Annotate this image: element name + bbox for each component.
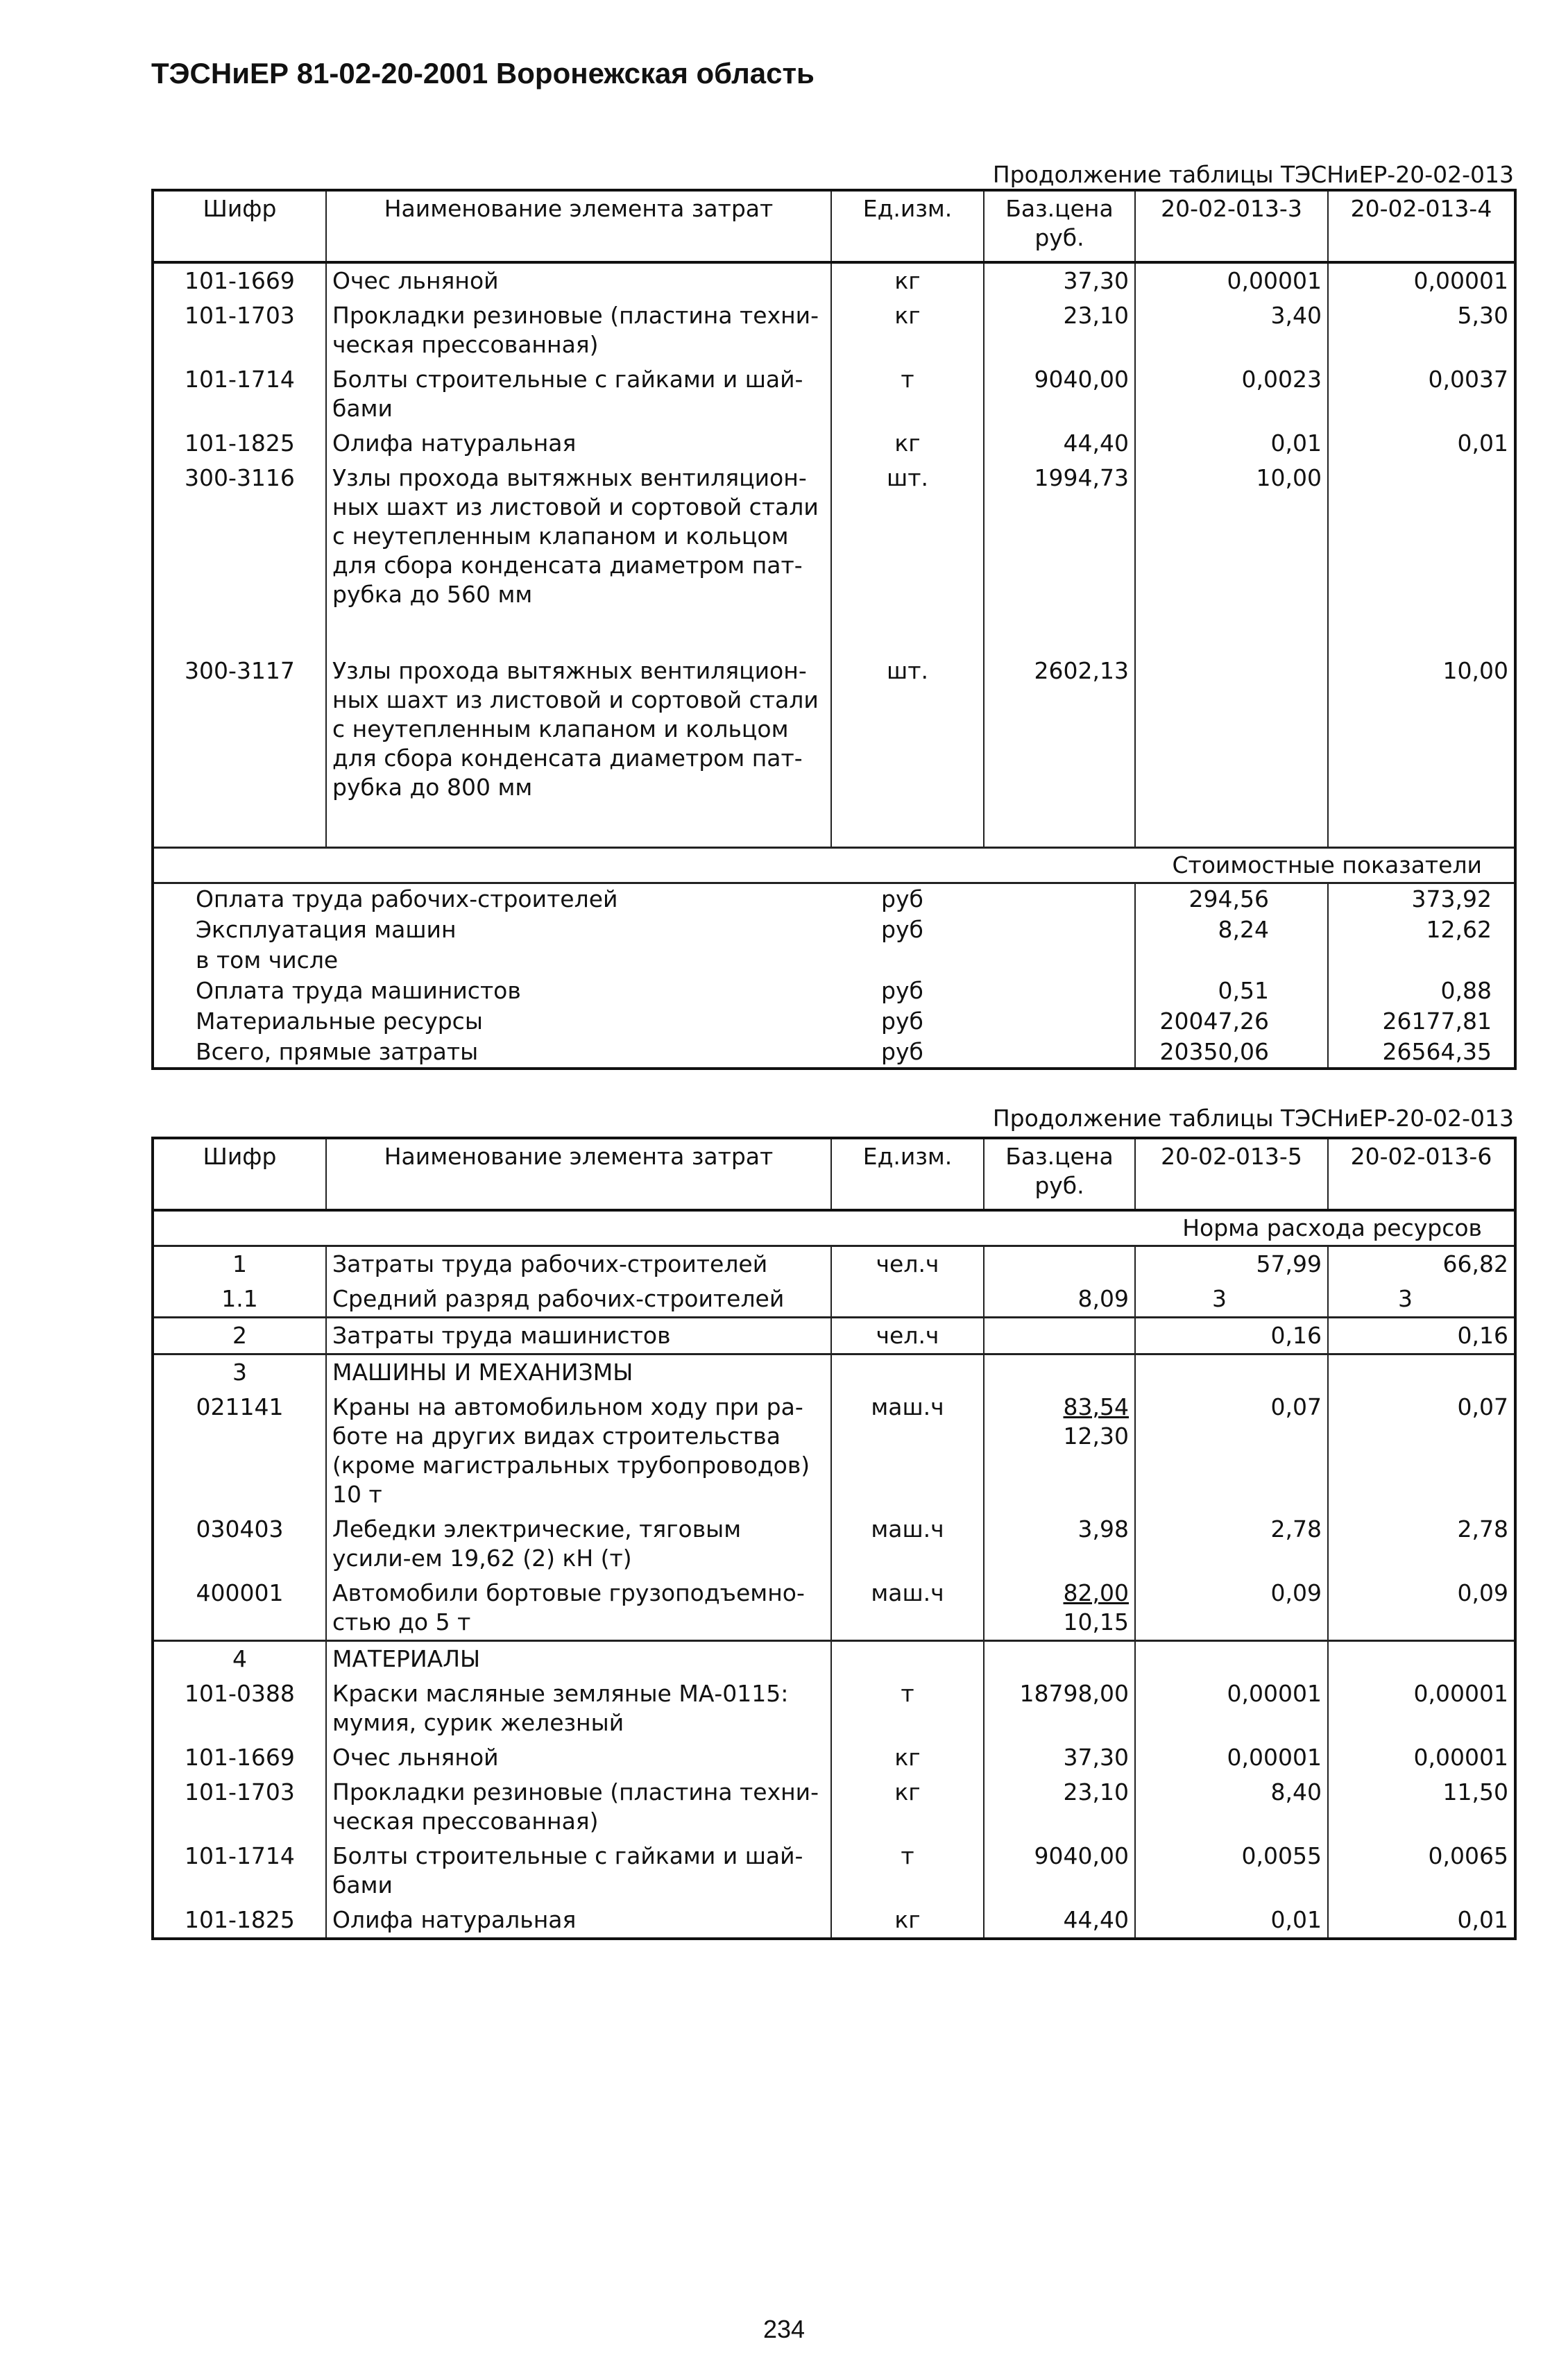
column-header: Шифр (153, 1138, 326, 1210)
table-caption: Продолжение таблицы ТЭСНиЕР-20-02-013 (992, 161, 1514, 188)
table-row (153, 1390, 1515, 1512)
unit-cell: чел.ч (831, 1246, 984, 1282)
unit-cell: кг (831, 1775, 984, 1839)
unit-cell: маш.ч (831, 1576, 984, 1641)
value-cell: 0,01 (1328, 1903, 1515, 1939)
page-title: ТЭСНиЕР 81-02-20-2001 Воронежская область (151, 57, 815, 90)
table-row (153, 262, 1515, 298)
unit-cell: кг (831, 262, 984, 298)
summary-unit: руб (881, 916, 923, 943)
value-cell: 8,40 (1135, 1775, 1328, 1839)
unit-cell: т (831, 362, 984, 426)
group-row (153, 1354, 1515, 1391)
summary-value: 26177,81 (1328, 1006, 1515, 1037)
table-row (153, 1839, 1515, 1903)
column-header: Ед.изм. (831, 1138, 984, 1210)
table-row (153, 362, 1515, 426)
code-cell: 101-1825 (153, 1903, 326, 1939)
table-row (153, 1512, 1515, 1576)
table-row (153, 1576, 1515, 1641)
column-header: Наименование элемента затрат (326, 1138, 831, 1210)
section-label: Стоимостные показатели (153, 848, 1515, 883)
code-cell: 021141 (153, 1390, 326, 1512)
summary-row (153, 883, 1515, 915)
column-header: Баз.цена руб. (984, 1138, 1135, 1210)
value-cell: 3 (1328, 1282, 1515, 1318)
summary-value (1328, 945, 1515, 976)
value-cell: 3 (1135, 1282, 1328, 1318)
price-cell (984, 1318, 1135, 1354)
value-cell: 0,00001 (1135, 1740, 1328, 1775)
code-cell: 1 (153, 1246, 326, 1282)
summary-value: 0,51 (1135, 976, 1328, 1006)
code-cell: 101-0388 (153, 1676, 326, 1740)
value-cell (1135, 654, 1328, 805)
name-cell: Прокладки резиновые (пластина техни-ческая прессованная) (326, 298, 831, 362)
price-cell: 44,40 (984, 426, 1135, 461)
summary-value: 294,56 (1135, 883, 1328, 915)
value-cell: 0,01 (1135, 426, 1328, 461)
name-cell: Болты строительные с гайками и шай-бами (326, 362, 831, 426)
summary-unit: руб (881, 977, 923, 1004)
table-row (153, 1282, 1515, 1318)
machinist-wage: 10,15 (1063, 1608, 1129, 1636)
name-cell: Узлы прохода вытяжных вентиляцион-ных шахт из листовой и сортовой стали с неутепленным клапаном и кольцом для сбора конденсата диаметром пат-рубка до 800 мм (326, 654, 831, 805)
price-cell (984, 1576, 1135, 1641)
summary-value: 20350,06 (1135, 1037, 1328, 1069)
summary-value (1135, 945, 1328, 976)
resource-table-2 (151, 1137, 1517, 1940)
value-cell: 5,30 (1328, 298, 1515, 362)
column-header: 20-02-013-6 (1328, 1138, 1515, 1210)
group-row (153, 1641, 1515, 1677)
page-number: 234 (762, 2315, 806, 2343)
code-cell: 101-1714 (153, 1839, 326, 1903)
column-header: 20-02-013-5 (1135, 1138, 1328, 1210)
code-cell: 400001 (153, 1576, 326, 1641)
column-header: Наименование элемента затрат (326, 190, 831, 262)
value-cell: 0,00001 (1328, 262, 1515, 298)
price-value: 82,00 (1063, 1579, 1129, 1606)
price-cell (984, 1246, 1135, 1282)
name-cell: Болты строительные с гайками и шай-бами (326, 1839, 831, 1903)
group-name: МАШИНЫ И МЕХАНИЗМЫ (326, 1354, 831, 1391)
table-row (153, 298, 1515, 362)
table-row (153, 461, 1515, 612)
table-row (153, 1318, 1515, 1354)
summary-unit: руб (881, 1038, 923, 1065)
value-cell: 0,0023 (1135, 362, 1328, 426)
name-cell: Олифа натуральная (326, 1903, 831, 1939)
price-cell: 37,30 (984, 1740, 1135, 1775)
name-cell: Лебедки электрические, тяговым усили-ем 19,62 (2) кН (т) (326, 1512, 831, 1576)
value-cell: 0,07 (1135, 1390, 1328, 1512)
table-header-row (153, 190, 1515, 262)
summary-value: 26564,35 (1328, 1037, 1515, 1069)
unit-cell: чел.ч (831, 1318, 984, 1354)
table-row (153, 426, 1515, 461)
summary-unit: руб (881, 1008, 923, 1035)
name-cell: Узлы прохода вытяжных вентиляцион-ных шахт из листовой и сортовой стали с неутепленным клапаном и кольцом для сбора конденсата диаметром пат-рубка до 560 мм (326, 461, 831, 612)
code-cell: 300-3117 (153, 654, 326, 805)
table-row (153, 654, 1515, 805)
code-cell: 101-1669 (153, 1740, 326, 1775)
code-cell: 101-1703 (153, 298, 326, 362)
table-row (153, 1676, 1515, 1740)
value-cell: 0,00001 (1328, 1676, 1515, 1740)
code-cell: 101-1703 (153, 1775, 326, 1839)
value-cell: 10,00 (1328, 654, 1515, 805)
group-number: 3 (153, 1354, 326, 1391)
price-cell (984, 1390, 1135, 1512)
table-row (153, 1775, 1515, 1839)
section-row (153, 848, 1515, 883)
summary-row (153, 1006, 1515, 1037)
value-cell: 11,50 (1328, 1775, 1515, 1839)
code-cell: 1.1 (153, 1282, 326, 1318)
column-header: 20-02-013-4 (1328, 190, 1515, 262)
price-cell: 44,40 (984, 1903, 1135, 1939)
code-cell: 101-1714 (153, 362, 326, 426)
price-cell: 3,98 (984, 1512, 1135, 1576)
name-cell: Автомобили бортовые грузоподъемно-стью до 5 т (326, 1576, 831, 1641)
value-cell: 0,07 (1328, 1390, 1515, 1512)
summary-value: 12,62 (1328, 915, 1515, 945)
column-header: Шифр (153, 190, 326, 262)
unit-cell: кг (831, 426, 984, 461)
value-cell: 0,0065 (1328, 1839, 1515, 1903)
value-cell: 0,0055 (1135, 1839, 1328, 1903)
value-cell: 0,16 (1135, 1318, 1328, 1354)
group-number: 4 (153, 1641, 326, 1677)
unit-cell (831, 1282, 984, 1318)
column-header: Баз.цена руб. (984, 190, 1135, 262)
column-header: 20-02-013-3 (1135, 190, 1328, 262)
name-cell: Средний разряд рабочих-строителей (326, 1282, 831, 1318)
code-cell: 030403 (153, 1512, 326, 1576)
summary-value: 20047,26 (1135, 1006, 1328, 1037)
value-cell: 0,01 (1328, 426, 1515, 461)
code-cell: 300-3116 (153, 461, 326, 612)
price-cell: 23,10 (984, 1775, 1135, 1839)
summary-label: Эксплуатация машин (153, 915, 831, 945)
name-cell: Затраты труда машинистов (326, 1318, 831, 1354)
section-row (153, 1210, 1515, 1246)
summary-unit (831, 945, 984, 976)
name-cell: Олифа натуральная (326, 426, 831, 461)
code-cell: 2 (153, 1318, 326, 1354)
name-cell: Очес льняной (326, 262, 831, 298)
summary-value: 0,88 (1328, 976, 1515, 1006)
summary-row (153, 1037, 1515, 1069)
summary-value: 8,24 (1135, 915, 1328, 945)
price-cell: 1994,73 (984, 461, 1135, 612)
name-cell: Краски масляные земляные МА-0115: мумия, сурик железный (326, 1676, 831, 1740)
unit-cell: кг (831, 1903, 984, 1939)
unit-cell: кг (831, 1740, 984, 1775)
name-cell: Очес льняной (326, 1740, 831, 1775)
value-cell: 0,00001 (1135, 262, 1328, 298)
value-cell (1328, 461, 1515, 612)
unit-cell: шт. (831, 654, 984, 805)
summary-label: Всего, прямые затраты (153, 1037, 831, 1069)
price-cell: 9040,00 (984, 1839, 1135, 1903)
value-cell: 0,0037 (1328, 362, 1515, 426)
spacer-row (153, 612, 1515, 654)
value-cell: 3,40 (1135, 298, 1328, 362)
code-cell: 101-1825 (153, 426, 326, 461)
summary-value: 373,92 (1328, 883, 1515, 915)
value-cell: 10,00 (1135, 461, 1328, 612)
name-cell: Затраты труда рабочих-строителей (326, 1246, 831, 1282)
name-cell: Краны на автомобильном ходу при ра-боте на других видах строительства (кроме магистральных трубопроводов) 10 т (326, 1390, 831, 1512)
summary-label: Оплата труда машинистов (153, 976, 831, 1006)
price-cell: 23,10 (984, 298, 1135, 362)
group-name: МАТЕРИАЛЫ (326, 1641, 831, 1677)
code-cell: 101-1669 (153, 262, 326, 298)
summary-label: в том числе (153, 945, 831, 976)
value-cell: 0,01 (1135, 1903, 1328, 1939)
table-row (153, 1903, 1515, 1939)
table-header-row (153, 1138, 1515, 1210)
summary-row (153, 976, 1515, 1006)
table-row (153, 1246, 1515, 1282)
price-cell: 37,30 (984, 262, 1135, 298)
resource-table-1 (151, 189, 1517, 1070)
summary-row (153, 915, 1515, 945)
summary-label: Оплата труда рабочих-строителей (153, 883, 831, 915)
section-label: Норма расхода ресурсов (153, 1210, 1515, 1246)
value-cell: 66,82 (1328, 1246, 1515, 1282)
price-cell: 2602,13 (984, 654, 1135, 805)
column-header: Ед.изм. (831, 190, 984, 262)
price-cell: 9040,00 (984, 362, 1135, 426)
unit-cell: маш.ч (831, 1512, 984, 1576)
summary-label: Материальные ресурсы (153, 1006, 831, 1037)
value-cell: 0,00001 (1135, 1676, 1328, 1740)
price-cell: 18798,00 (984, 1676, 1135, 1740)
unit-cell: т (831, 1676, 984, 1740)
unit-cell: т (831, 1839, 984, 1903)
table-row (153, 1740, 1515, 1775)
spacer-row (153, 805, 1515, 848)
name-cell: Прокладки резиновые (пластина техни-ческая прессованная) (326, 1775, 831, 1839)
value-cell: 0,09 (1135, 1576, 1328, 1641)
unit-cell: маш.ч (831, 1390, 984, 1512)
value-cell: 0,00001 (1328, 1740, 1515, 1775)
price-cell: 8,09 (984, 1282, 1135, 1318)
summary-row (153, 945, 1515, 976)
value-cell: 0,16 (1328, 1318, 1515, 1354)
summary-unit: руб (881, 885, 923, 912)
table-caption: Продолжение таблицы ТЭСНиЕР-20-02-013 (992, 1105, 1514, 1132)
price-value: 83,54 (1063, 1393, 1129, 1420)
machinist-wage: 12,30 (1063, 1422, 1129, 1450)
unit-cell: кг (831, 298, 984, 362)
value-cell: 0,09 (1328, 1576, 1515, 1641)
unit-cell: шт. (831, 461, 984, 612)
value-cell: 57,99 (1135, 1246, 1328, 1282)
value-cell: 2,78 (1328, 1512, 1515, 1576)
value-cell: 2,78 (1135, 1512, 1328, 1576)
